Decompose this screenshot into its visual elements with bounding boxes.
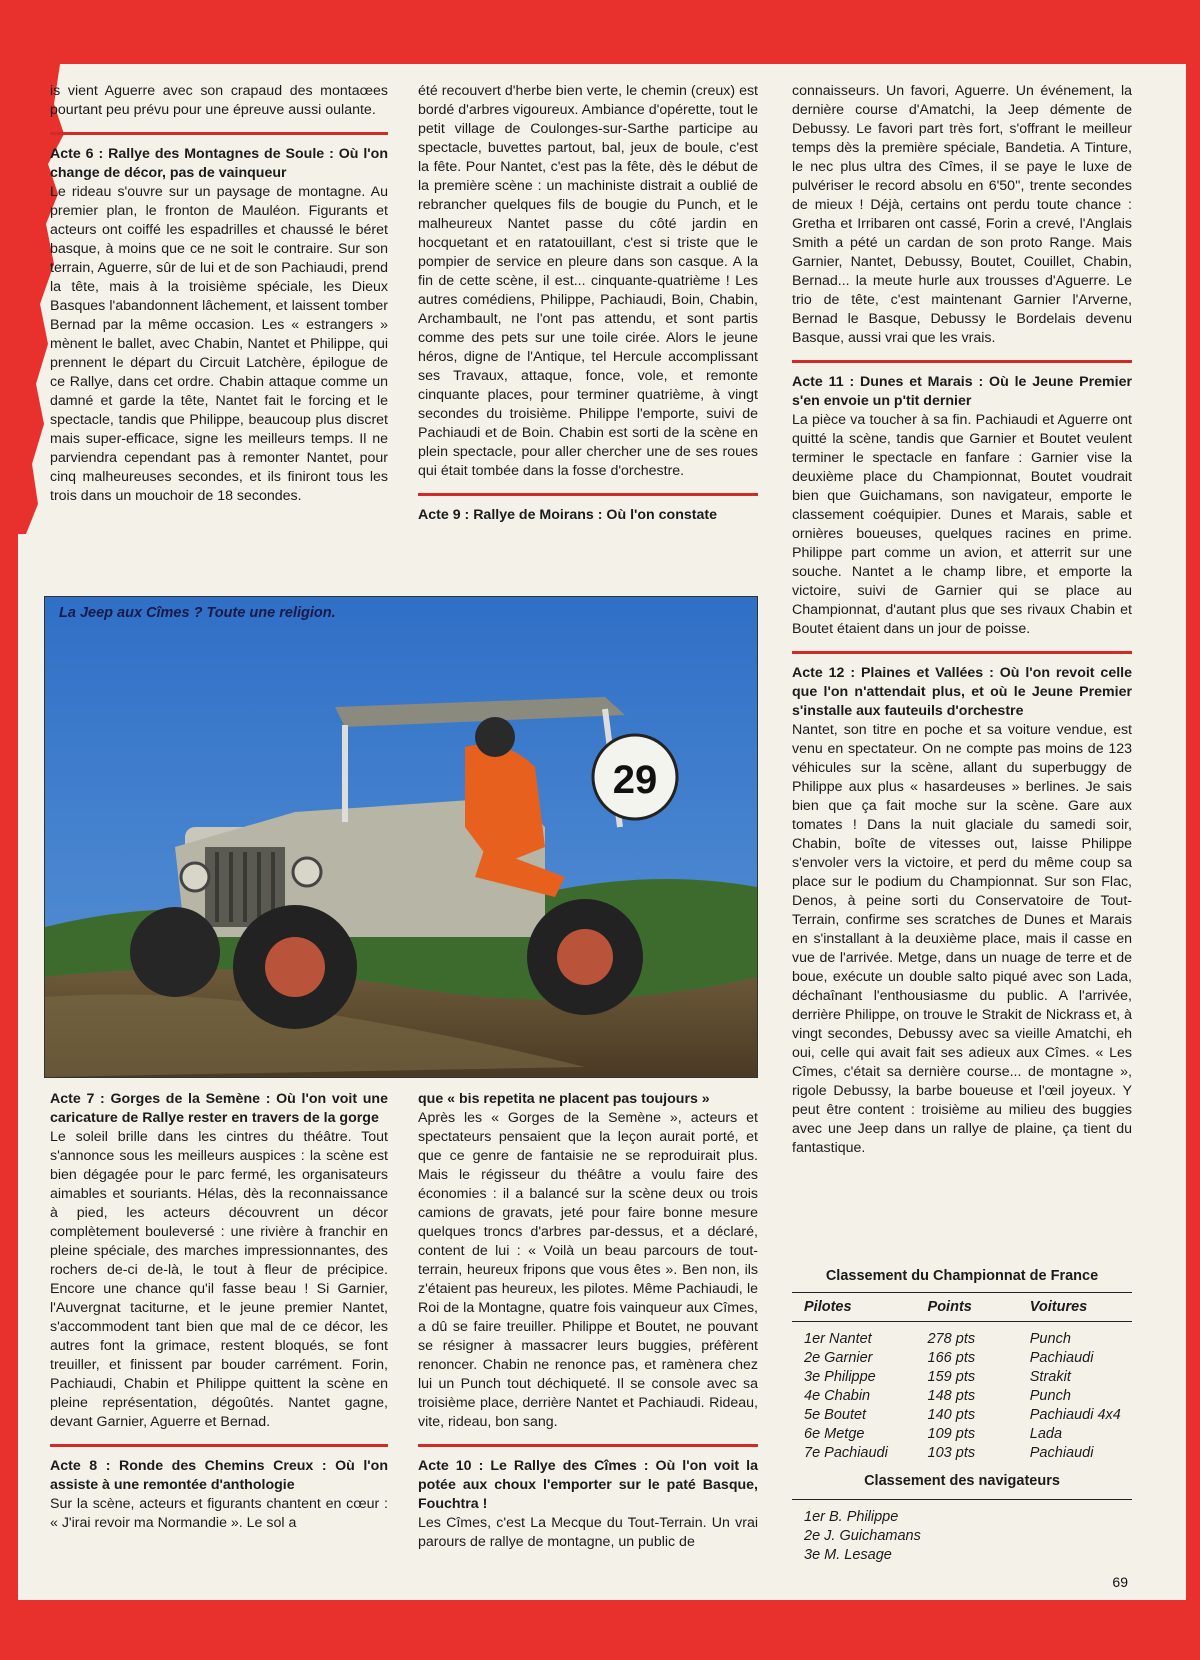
acte10-heading: Acte 10 : Le Rallye des Cîmes : Où l'on voit la potée aux choux l'emporter sur le paté Basque, Fouchtra ! [418,1458,758,1512]
acte8-text: Sur la scène, acteurs et figurants chantent en cœur : « J'irai revoir ma Normandie ». Le sol a [50,1496,388,1531]
table-row [792,1368,1132,1387]
acte11-text: La pièce va toucher à sa fin. Pachiaudi et Aguerre ont quitté la scène, tandis que Garnier et Boutet veulent terminer le spectacle en fanfare : Garnier vise la deuxième place du Championnat, Boutet voudrait bien que Guichamans, son navigateur, emporte le classement coéquipier. Dunes et Marais, sable et ornières boueuses, quelques racines en prime. Philippe part comme un avion, et atterrit sur une souche. Nantet a le champ libre, et emporte la victoire, suivi de Garnier qui se place au Championnat, d'autant plus que ses rivaux Chabin et Boutet étaient dans un jour de poisse. [792,412,1132,637]
table-row [792,1425,1132,1444]
table-row [792,1444,1132,1463]
acte6-text: Le rideau s'ouvre sur un paysage de montagne. Au premier plan, le fronton de Mauléon. Figurants et acteurs ont coiffé les espadrilles et chaussé le béret basque, à moins que ce ne soit le contraire. Sur son terrain, Aguerre, sûr de lui et de son Pachiaudi, prend la tête, mais à la troisième spéciale, les Dieux Basques l'abandonnent lâchement, et laissent tomber Bernad par la même occasion. Les « estrangers » mènent le ballet, avec Chabin, Nantet et Philippe, qui prennent le départ du Circuit Latchère, épilogue de ce Rallye, dans cet ordre. Chabin attaque comme un damné et garde la tête, Nantet fait le forcing et le spectacle, tandis que Philippe, beaucoup plus discret mais super-efficace, signe les meilleurs temps. Il ne parviendra cependant pas à remonter Nantet, pour cinq malheureuses secondes, et ils finiront tous les trois dans un mouchoir de 18 secondes. [50,184,388,504]
navigators-title: Classement des navigateurs [864,1473,1060,1489]
acte10-text: Les Cîmes, c'est La Mecque du Tout-Terrain. Un vrai parours de rallye de montagne, un public de [418,1515,758,1550]
championship-standings [792,1262,1132,1565]
navigators-list [792,1499,1132,1565]
standings-title: Classement du Championnat de France [825,1268,1099,1284]
column-1-top [50,82,388,506]
points: 148 pts [927,1388,976,1404]
divider [792,651,1132,654]
acte9-heading-cont: que « bis repetita ne placent pas toujours » [418,1091,710,1107]
list-item: 3e M. Lesage [804,1547,892,1563]
header-voitures: Voitures [1029,1299,1088,1315]
car: Pachiaudi [1029,1445,1094,1461]
car: Pachiaudi 4x4 [1029,1407,1121,1423]
car: Strakit [1029,1369,1071,1385]
table-row [792,1330,1132,1349]
acte7-text: Le soleil brille dans les cintres du théâtre. Tout s'annonce sous les meilleurs auspices : la scène est bien dégagée pour le parc fermé, les organisateurs aimables et souriants. Hélas, dès la reconnaissance à pied, les acteurs découvrent un décor complètement bouleversé : une rivière à franchir en pleine spéciale, des marches impressionnantes, des rochers de-ci de-là, le tout à fleur de précipice. Encore une chance qu'il fasse beau ! Si Garnier, l'Auvergnat taciturne, et le jeune premier Nantet, s'accommodent tant bien que mal de ce décor, les autres font la grimace, restent bloqués, se font treuiller, et finissent par bouder carrément. Forin, Pachiaudi, Chabin et Philippe quittent la scène en pleine représentation, dégoûtés. Nantet gagne, devant Garnier, Aguerre et Bernad. [50,1129,388,1430]
acte9-text: Après les « Gorges de la Semène », acteurs et spectateurs pensaient que la leçon aurait porté, et que ce genre de fantaisie ne se reproduirait plus. Mais le régisseur du théâtre a voulu faire des économies : il a balancé sur la scène deux ou trois camions de gravats, jeté pour faire bonne mesure quelques troncs d'arbres par-dessus, et a déclaré, content de lui : « Voilà un beau parcours de tout-terrain, heureux fripons que vous êtes ». Ben non, ils z'étaient pas heureux, les pilotes. Même Pachiaudi, le Roi de la Montagne, quatre fois vainqueur aux Cîmes, a dû se faire treuiller. Philippe et Boutet, ne pouvant se résigner à massacrer leurs buggies, préfèrent renoncer. Chabin ne renonce pas, et ramènera chez lui un Punch tout déchiqueté. Il se console avec sa troisième place, derrière Nantet et Pachiaudi. Rideau, vite, rideau, bon sang. [418,1110,758,1430]
acte11-heading: Acte 11 : Dunes et Marais : Où le Jeune Premier s'en envoie un p'tit dernier [792,374,1132,409]
divider [50,1444,388,1447]
photo-caption: La Jeep aux Cîmes ? Toute une religion. [59,605,336,621]
standings-header [792,1292,1132,1322]
column-2-bottom [418,1090,758,1552]
intro-text: is vient Aguerre avec son crapaud des montaœes pourtant peu prévu pour une épreuve aussi oulante. [50,83,388,118]
points: 278 pts [927,1331,976,1347]
pilot: 1er Nantet [804,1331,872,1347]
column-2-top [418,82,758,525]
race-number: 29 [612,758,658,802]
car: Lada [1029,1426,1063,1442]
points: 140 pts [927,1407,976,1423]
divider [50,132,388,135]
pilot: 3e Philippe [804,1369,876,1385]
pilot: 5e Boutet [804,1407,867,1423]
list-item: 2e J. Guichamans [804,1528,921,1544]
table-row [792,1406,1132,1425]
column-3 [792,82,1132,1158]
acte6-heading: Acte 6 : Rallye des Montagnes de Soule : Où l'on change de décor, pas de vainqueur [50,146,388,181]
car: Punch [1029,1388,1071,1404]
jeep-illustration [45,597,757,1077]
points: 109 pts [927,1426,976,1442]
list-item: 1er B. Philippe [804,1509,899,1525]
column-1-bottom [50,1090,388,1533]
car: Punch [1029,1331,1071,1347]
points: 166 pts [927,1350,976,1366]
jeep-photo [44,596,758,1078]
acte9-heading: Acte 9 : Rallye de Moirans : Où l'on constate [418,507,718,523]
table-row [792,1349,1132,1368]
pilot: 2e Garnier [804,1350,873,1366]
points: 159 pts [927,1369,976,1385]
acte10-text-cont: connaisseurs. Un favori, Aguerre. Un événement, la dernière course d'Amatchi, la Jeep démente de Debussy. Le favori part très fort, s'offrant le meilleur temps dès la première spéciale, Bandetia. A Tinture, le nec plus ultra des Cîmes, il se paye le luxe de pulvériser le record absolu en 6'50'', trente secondes de mieux ! Déjà, certains ont perdu toute chance : Gretha et Irribaren ont cassé, Forin a crevé, l'Anglais Smith a pété un cardan de son proto Range. Mais Garnier, Nantet, Debussy, Boutet, Couillet, Chabin, Bernad... la meute hurle aux trousses d'Aguerre. Le trio de tête, c'est maintenant Garnier l'Arverne, Bernad le Basque, Debussy le Bordelais devenu Basque, aussi vrai que les vrais. [792,83,1132,346]
pilot: 6e Metge [804,1426,865,1442]
pilot: 4e Chabin [804,1388,871,1404]
points: 103 pts [927,1445,976,1461]
acte8-text-cont: été recouvert d'herbe bien verte, le chemin (creux) est bordé d'arbres vigoureux. Ambiance d'opérette, tout le petit village de Coulonges-sur-Sarthe participe au spectacle, buvettes partout, bal, jeux de boule, c'est la fête. Pour Nantet, c'est pas la fête, dès le début de la première scène : un machiniste distrait a oublié de rebrancher quelques fils de bougie du Punch, et le malheureux Nantet passe du côté jardin en hocquetant et en ratatouillant, c'est si triste que le pompier de service en pleure dans son casque. A la fin de cette scène, il est... cinquante-quatrième ! Les autres comédiens, Philippe, Pachiaudi, Boin, Chabin, Archambault, ne l'ont pas attendu, et sont partis comme des pets sur une toile cirée. Alors le jeune héros, digne de l'Antique, tel Hercule accomplissant ses Travaux, attaque, fonce, vole, et remonte cinquante places, pour terminer quatrième, à vingt secondes du troisième. Philippe l'emporte, suivi de Pachiaudi et de Boin. Chabin est sorti de la scène en plein spectacle, pour aller chercher une de ses roues qui était tombée dans la fosse d'orchestre. [418,83,758,479]
acte8-heading: Acte 8 : Ronde des Chemins Creux : Où l'on assiste à une remontée d'anthologie [50,1458,388,1493]
acte7-heading: Acte 7 : Gorges de la Semène : Où l'on voit une caricature de Rallye rester en travers de la gorge [50,1091,388,1126]
car: Pachiaudi [1029,1350,1094,1366]
acte12-text: Nantet, son titre en poche et sa voiture vendue, est venu en spectateur. On ne compte pas moins de 123 véhicules sur la scène, allant du superbuggy de Philippe aux plus « hasardeuses » berlines. Je sais bien que ça fait moche sur la scène. Gare aux tomates ! Dans la nuit glaciale du samedi soir, Chabin, boîte de vitesses out, laisse Philippe s'envoler vers la victoire, et perd du même coup sa place sur le podium du Championnat. Sur son Flac, Denos, à peine sorti du Conservatoire de Tout-Terrain, confirme ses scratches de Dunes et Marais en s'installant à la deuxième place, mais il casse en vue de l'arrivée. Metge, dans un nuage de terre et de boue, exécute un double salto piqué avec son Lada, déchaînant l'enthousiasme du public. A l'arrivée, derrière Philippe, on trouve le Strakit de Nickrass et, à vingt secondes, Debussy avec sa vieille Amatchi, eh oui, celle qui avait fait ses adieux aux Cîmes. « Les Cîmes, c'était sa dernière course... de montagne », rigole Debussy, la barbe boueuse et l'œil joyeux. Y peut être content : troisième au milieu des buggies avec une Jeep dans un rallye de plaine, ça tient du fantastique. [792,722,1132,1156]
divider [418,493,758,496]
table-row [792,1387,1132,1406]
divider [792,360,1132,363]
acte12-heading: Acte 12 : Plaines et Vallées : Où l'on revoit celle que l'on n'attendait plus, et où le Jeune Premier s'installe aux fauteuils d'orchestre [792,665,1132,719]
header-pilotes: Pilotes [804,1299,852,1315]
pilot: 7e Pachiaudi [804,1445,888,1461]
header-points: Points [927,1299,972,1315]
page-number: 69 [1112,1574,1128,1590]
divider [418,1444,758,1447]
